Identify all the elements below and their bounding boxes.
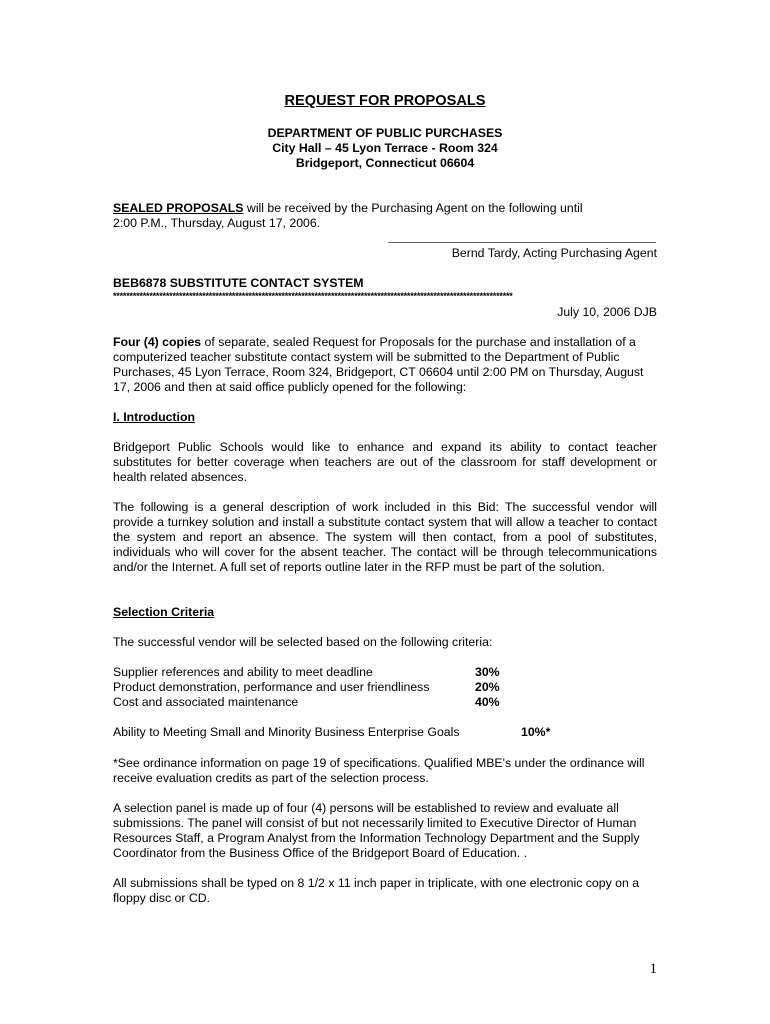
introduction-paragraph-1: Bridgeport Public Schools would like to enhance and expand its ability to contact teacher substitutes for better coverage when teachers are out of the classroom for staff development or health related absences. bbox=[113, 440, 657, 484]
department-city: Bridgeport, Connecticut 06604 bbox=[295, 156, 475, 170]
selection-criteria-heading: Selection Criteria bbox=[113, 605, 215, 619]
sealed-proposals-text: will be received by the Purchasing Agent on the following until bbox=[243, 201, 583, 215]
criteria-row bbox=[113, 680, 657, 695]
criteria-row bbox=[113, 695, 657, 710]
criteria-weight: 20% bbox=[475, 680, 500, 694]
document-title: REQUEST FOR PROPOSALS bbox=[284, 93, 486, 109]
copies-paragraph bbox=[113, 335, 657, 395]
bid-title: BEB6878 SUBSTITUTE CONTACT SYSTEM bbox=[113, 276, 364, 290]
criteria-weight: 40% bbox=[475, 695, 500, 709]
selection-intro: The successful vendor will be selected based on the following criteria: bbox=[113, 635, 493, 649]
page-number: 1 bbox=[649, 961, 657, 977]
criteria-list bbox=[113, 665, 657, 710]
criteria-label: Product demonstration, performance and user friendliness bbox=[113, 680, 430, 694]
ordinance-note: *See ordinance information on page 19 of specifications. Qualified MBE's under the ordinance will receive evaluation credits as part of the selection process. bbox=[113, 756, 645, 785]
selection-panel-paragraph: A selection panel is made up of four (4) persons will be established to review and evaluate all submissions. The panel will consist of but not necessarily limited to Executive Director of Human Resources Staff, a Program Analyst from the Information Technology Department and the Supply Coordinator from the Business Office of the Bridgeport Board of Education. . bbox=[113, 801, 640, 860]
mbe-criteria-row bbox=[113, 725, 657, 740]
date-line: July 10, 2006 DJB bbox=[557, 305, 657, 319]
signature-line bbox=[388, 242, 656, 243]
mbe-criteria-label: Ability to Meeting Small and Minority Business Enterprise Goals bbox=[113, 725, 460, 739]
criteria-label: Supplier references and ability to meet deadline bbox=[113, 665, 373, 679]
mbe-criteria-weight: 10%* bbox=[521, 725, 551, 739]
copies-lead: Four (4) copies bbox=[113, 335, 202, 349]
sealed-proposals-deadline: 2:00 P.M., Thursday, August 17, 2006. bbox=[113, 216, 321, 230]
criteria-weight: 30% bbox=[475, 665, 500, 679]
submissions-paragraph: All submissions shall be typed on 8 1/2 x 11 inch paper in triplicate, with one electronic copy on a floppy disc or CD. bbox=[113, 876, 640, 905]
introduction-paragraph-2: The following is a general description of work included in this Bid: The successful vendor will provide a turnkey solution and install a substitute contact system that will allow a teacher to contact the system and report an absence. The system will then contact, from a pool of substitutes, individuals who will cover for the absent teacher. The contact will be through telecommunications and/or the Internet. A full set of reports outline later in the RFP must be part of the solution. bbox=[113, 500, 657, 574]
sealed-proposals-paragraph bbox=[113, 201, 657, 231]
criteria-row bbox=[113, 665, 657, 680]
criteria-label: Cost and associated maintenance bbox=[113, 695, 299, 709]
copies-text: of separate, sealed Request for Proposals for the purchase and installation of a computerized teacher substitute contact system will be submitted to the Department of Public Purchases, 45 Lyon Terrace, Room 324, Bridgeport, CT 06604 until 2:00 PM on Thursday, August 17, 2006 and then at said office publicly opened for the following: bbox=[113, 335, 644, 394]
star-divider: ************************************************************************************************************************* bbox=[113, 291, 513, 301]
department-header bbox=[113, 126, 657, 171]
introduction-heading: I. Introduction bbox=[113, 410, 195, 424]
department-address: City Hall – 45 Lyon Terrace - Room 324 bbox=[272, 141, 498, 155]
signature-name: Bernd Tardy, Acting Purchasing Agent bbox=[451, 246, 657, 260]
sealed-proposals-lead: SEALED PROPOSALS bbox=[113, 201, 244, 215]
department-name: DEPARTMENT OF PUBLIC PURCHASES bbox=[267, 126, 503, 140]
